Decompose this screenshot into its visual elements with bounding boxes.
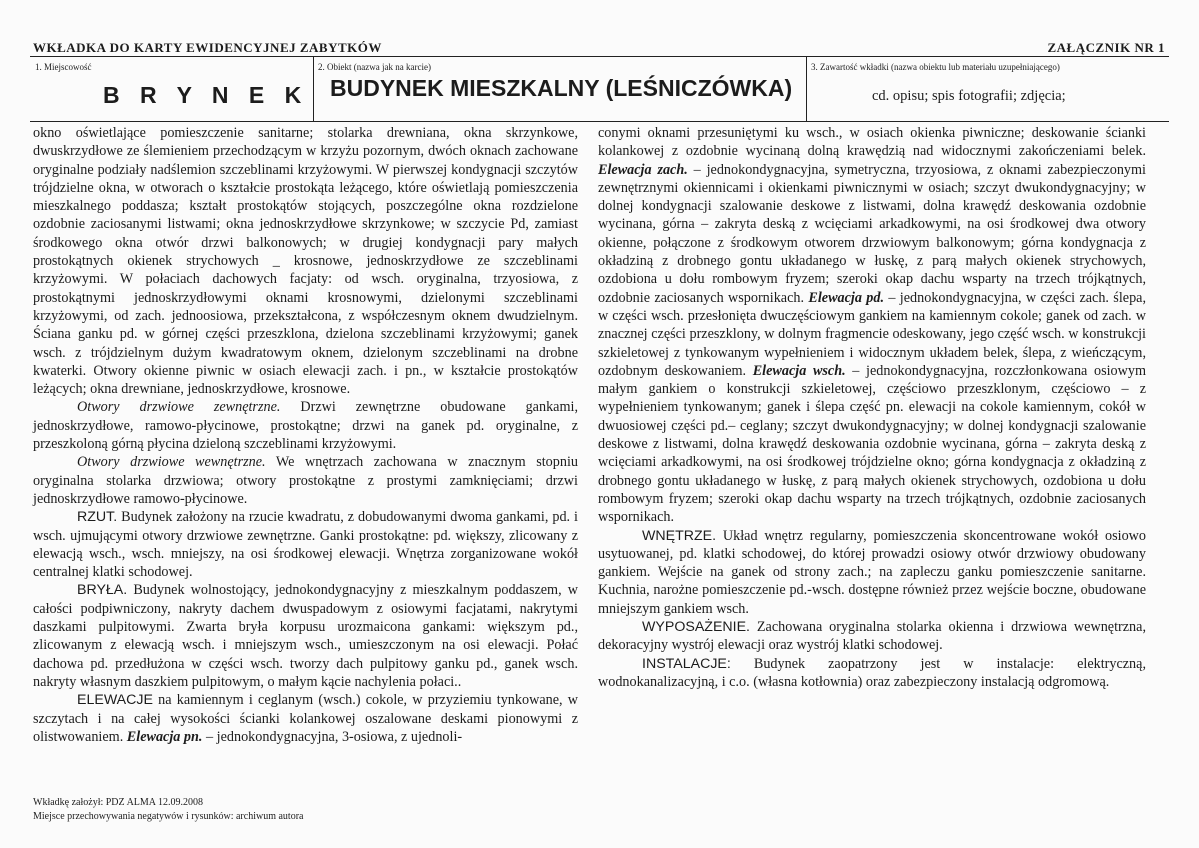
text-facade-west: – jednokondygnacyjna, symetryczna, trzyosiowa, z oknami zabezpieczonymi zewnętrznymi okiennicami i okienkami piwnicznymi w osiach; szczyt dwukondygnacyjny; w dolnej kondygnacji szalowanie deskowe z listwami, dolna krawędź deskowania ozdobnie wycinana, górna – zakryta deską z wcięciami arkadkowymi, na osi środkowej dwa otwory okienne, połączone z środkowym otworem drzwiowym balkonowym; górna kondygnacja z okładziną z drobnego gontu układanego w łuskę, z parą małych okienek strychowych, ozdobiona u dołu rombowym fryzem; szeroki okap dachu wsparty na trzech trójkątnych, ozdobnie zaciosanych wspornikach. [598, 161, 1146, 306]
paragraph-ext-doors [33, 398, 578, 453]
footer-author: Wkładkę założył: PDZ ALMA 12.09.2008 [33, 797, 203, 808]
paragraph-body [33, 581, 578, 691]
text-furnishing: Zachowana oryginalna stolarka okienna i drzwiowa wewnętrzna, dekoracyjny wystrój elewacji oraz wystrój klatki schodowej. [598, 619, 1146, 654]
paragraph-int-doors [33, 453, 578, 508]
text-int-doors: We wnętrzach zachowana w znacznym stopniu oryginalna stolarka drzwiowa; otwory prostokątne z prostymi zamknięciami; drzwi jednoskrzydłowe ramowo-płycinowe. [33, 454, 578, 507]
contents-value: cd. opisu; spis fotografii; zdjęcia; [872, 88, 1066, 104]
heading-installations: INSTALACJE: [642, 655, 731, 672]
text-installations: Budynek zaopatrzony jest w instalacje: elektryczną, wodnokanalizacyjną, i c.o. (własna kotłownia) oraz zabezpieczony instalacją odgromową. [598, 655, 1146, 690]
field1-label: 1. Miejscowość [35, 62, 92, 72]
text-ext-doors: Drzwi zewnętrzne obudowane gankami, jednoskrzydłowe, ramowo-płycinowe, prostokątne; drzwi na ganek pd. oryginalne, z przeszkoloną górną płycina dzieloną szczeblinami krzyżowymi. [33, 399, 578, 453]
field-divider-2 [806, 56, 807, 121]
header-top-rule [30, 56, 1169, 57]
heading-ext-doors: Otwory drzwiowe zewnętrzne. [77, 399, 281, 416]
heading-facade-west: Elewacja zach. [598, 161, 688, 178]
paragraph-facades [33, 691, 578, 746]
heading-facades: ELEWACJE [77, 692, 153, 709]
annex-label: ZAŁĄCZNIK NR 1 [1047, 40, 1165, 55]
field2-label: 2. Obiekt (nazwa jak na karcie) [318, 62, 431, 72]
heading-facade-east: Elewacja wsch. [752, 362, 846, 379]
text-facade-east: – jednokondygnacyjna, rozczłonkowana osiowym małym gankiem o konstrukcji szkieletowej, częściowo przeszklonym, częściowo – z wypełnieniem tynkowanym; ganek i ślepa część pn. elewacji na cokole kamiennym, cokół w dwuosiowej części pd.– ceglany; szczyt dwukondygnacyjny; w dolnej kondygnacji szalowanie deskowe z listwami, dolna krawędź deskowania ozdobnie wycinana, górna – zakryta deską z wcięciami arkadkowymi, na osi środkowej trójdzielne okno; górna kondygnacja z okładziną z drobnego gontu układanego w łuskę, z parą małych okienek strychowych, ozdobiona u dołu rombowym fryzem; szeroki okap dachu wsparty na trzech trójkątnych, ozdobnie zaciosanych wspornikach. [598, 362, 1147, 526]
text-facade-north: – jednokondygnacyjna, 3-osiowa, z ujednoli- [202, 728, 463, 745]
text-plan: Budynek założony na rzucie kwadratu, z dobudowanymi dwoma gankami, pd. i wsch. ujmującymi otwory drzwiowe zewnętrzne. Ganki prostokątne: pd. większy, zlicowany z elewacją wsch., wsch. mniejszy, na osi środkowej elewacji. Wnętrza zorganizowane wokół centralnej klatki schodowej. [33, 509, 578, 581]
paragraph-facades-cont [598, 124, 1146, 527]
heading-plan: RZUT. [77, 509, 118, 526]
footer-storage: Miejsce przechowywania negatywów i rysunków: archiwum autora [33, 811, 304, 822]
paragraph-installations [598, 655, 1146, 692]
right-column [598, 124, 1146, 691]
town-name: B R Y N E K [103, 82, 309, 108]
header-bottom-rule [30, 121, 1169, 122]
heading-interior: WNĘTRZE. [642, 527, 717, 544]
text-body: Budynek wolnostojący, jednokondygnacyjny z mieszkalnym poddaszem, w całości podpiwniczony, nakryty dachem dwuspadowym z osiowymi facjatami, nakrytymi daszkami pulpitowymi. Zwarta bryła korpusu urozmaicona gankami: większym pd., zlicowanym z elewacją wsch. i mniejszym wsch., umieszczonym na osi elewacji. Połać dachowa pd. przedłużona w części wsch. tworzy dach pulpitowy ganku pd., ganek wsch. nakryty własnym daszkiem pulpitowym, o małym kącie nachylenia połaci.. [33, 582, 578, 690]
text-facades-cont: conymi oknami przesuniętymi ku wsch., w osiach okienka piwniczne; deskowanie ścianki kolankowej z ozdobnie wycinaną dolną krawędzią nad widocznymi zakończeniami belek. [598, 125, 1146, 160]
paragraph-windows: okno oświetlające pomieszczenie sanitarne; stolarka drewniana, okna skrzynkowe, dwuskrzydłowe ze ślemieniem przechodzącym w krzyżu pozornym, dwóch oknach zachowane oryginalne podziały nadślemion szczeblinami krzyżowymi. W pierwszej kondygnacji szczytów trójdzielne okna, w otworach o kształcie prostokąta leżącego, które oświetlają pomieszczenia mieszkalnego poddasza; kształt prostokątów stojących, poszczególne okna rozdzielone ozdobnie zaciosanymi listwami; okna jednoskrzydłowe skrzynkowe; w szczycie Pd, zamiast środkowego okna otwór drzwi balkonowych; w drugiej kondygnacji pary małych prostokątnych okienek strychowych _ krosnowe, jednoskrzydłowe ze szczeblinami krzyżowymi. W połaciach dachowych facjaty: od wsch. oryginalna, trzyosiowa, z prostokątnymi jednoskrzydłowymi oknami krosnowymi, dzielonymi szczeblinami krzyżowymi, od zach. jednoosiowa, przekształcona, z współczesnym oknem dwudzielnym. Ściana ganku pd. w górnej części przeszklona, dzielona szczeblinami krzyżowymi; ganek wsch. z trójdzielnym dużym kwadratowym oknem, dzielonym szczeblinami na drobne kwaterki. Otwory okienne piwnic w osiach elewacji zach. i pn., w kształcie prostokątów leżących; okna drewniane, jednoskrzydłowe, krosnowe. [33, 125, 578, 398]
heading-furnishing: WYPOSAŻENIE. [642, 619, 750, 636]
field3-label: 3. Zawartość wkładki (nazwa obiektu lub materiału uzupełniającego) [811, 62, 1060, 72]
object-name: BUDYNEK MIESZKALNY (LEŚNICZÓWKA) [330, 75, 793, 101]
field-divider-1 [313, 56, 314, 121]
text-facades: na kamiennym i ceglanym (wsch.) cokole, w przyziemiu tynkowane, w szczytach i na całej wysokości ścianki kolankowej oszalowane deskami pionowymi z olistwowaniem. [33, 692, 578, 745]
heading-int-doors: Otwory drzwiowe wewnętrzne. [77, 454, 266, 471]
paragraph-interior [598, 527, 1146, 618]
paragraph-furnishing [598, 618, 1146, 655]
left-column [33, 124, 578, 746]
paragraph-plan [33, 508, 578, 581]
heading-body: BRYŁA. [77, 582, 128, 599]
heading-facade-south: Elewacja pd. [808, 289, 885, 306]
text-facade-south: – jednokondygnacyjna, w części zach. ślepa, w części wsch. przesłonięta dwuczęściowym gankiem na kamiennym cokole; ganek od zach. w znacznej części przeszklony, w dolnym fragmencie odeskowany, jego część wsch. w konstrukcji szkieletowej z tynkowanym wypełnieniem i widocznym układem belek, ślepa, z wieńczącym, ozdobnym deskowaniem. [598, 289, 1147, 379]
text-interior: Układ wnętrz regularny, pomieszczenia skoncentrowane wokół osiowo usytuowanej, pd. klatki schodowej, do której prowadzi osiowy otwór drzwiowy obudowany gankiem. Wejście na ganek od strony zach.; na zapleczu ganku pomieszczenie sanitarne. Kuchnia, narożne pomieszczenie pd.-wsch. dostępne również przez wejście boczne, obudowane mniejszym gankiem wsch. [598, 527, 1146, 617]
heading-facade-north: Elewacja pn. [126, 728, 203, 745]
form-title: WKŁADKA DO KARTY EWIDENCYJNEJ ZABYTKÓW [33, 40, 382, 55]
